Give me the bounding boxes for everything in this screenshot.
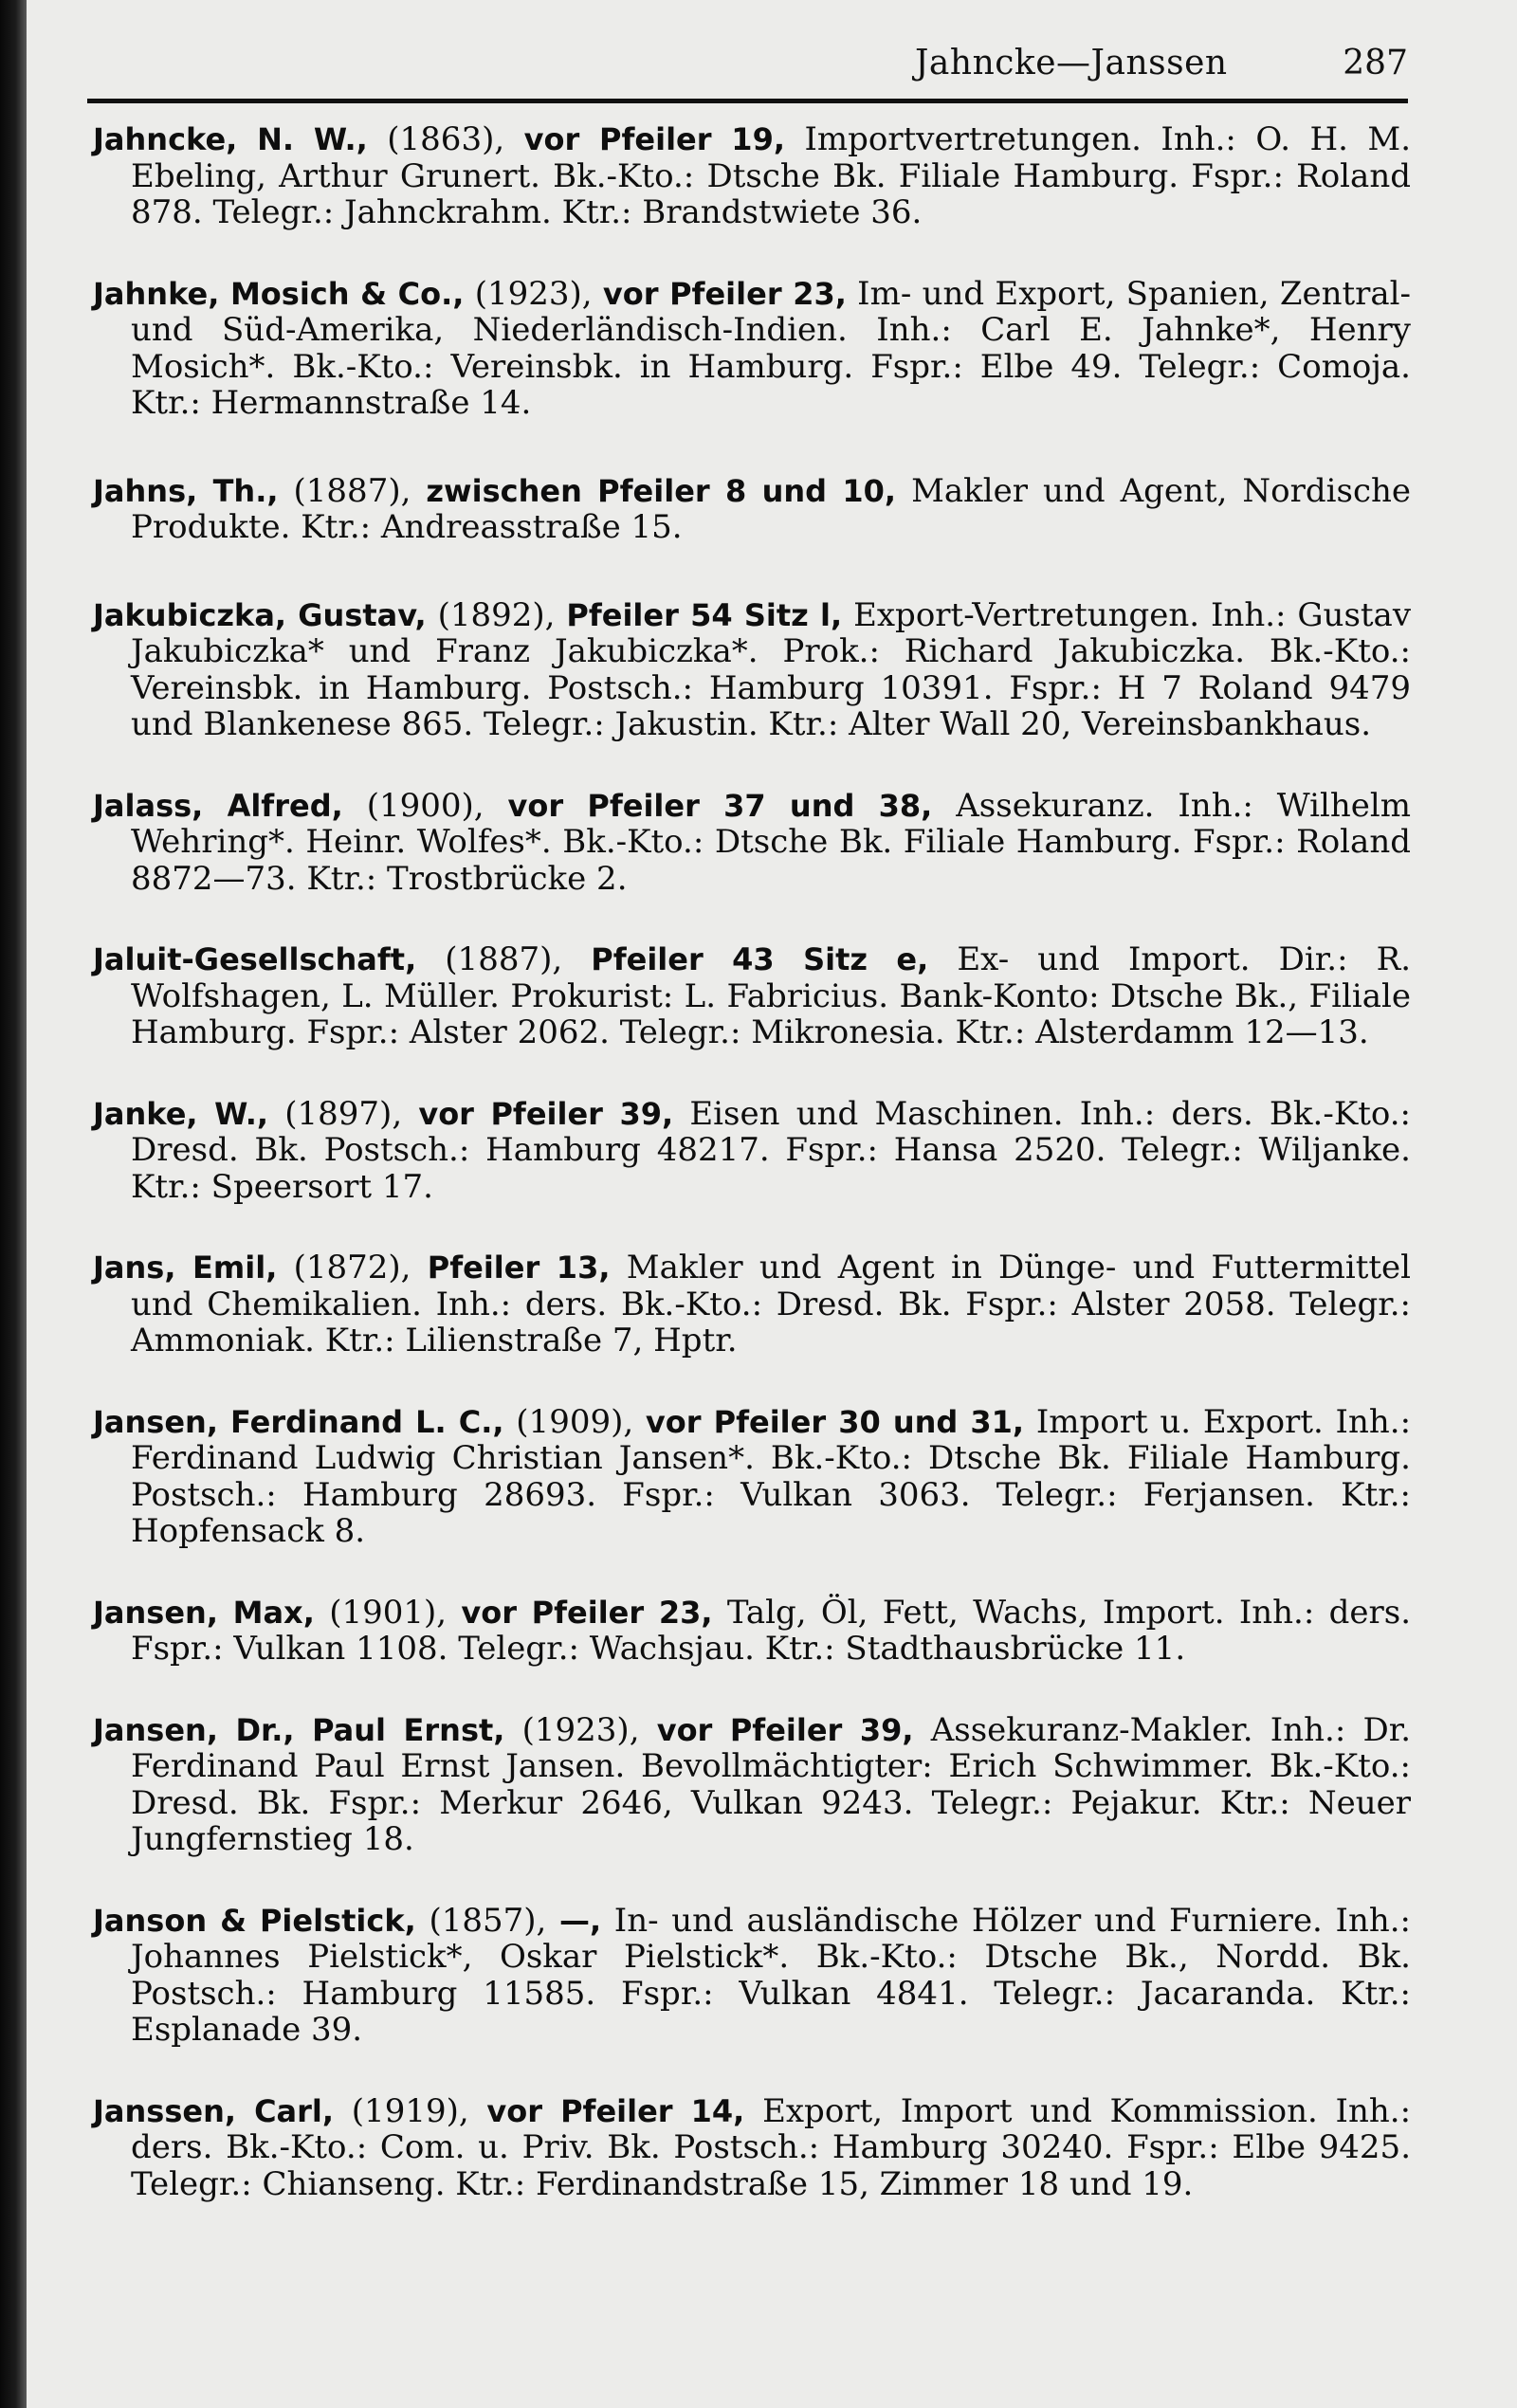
entry-year: (1872), [293, 1249, 411, 1286]
entry-details: In- und ausländische Hölzer und Furniere. Inh.: Johannes Pielstick*, Oskar Pielstick*. Bk.-Kto.: Dtsche Bk., Nordd. Bk. Postsch.: Hamburg 11585. Fspr.: Vulkan 4841. Telegr.: Jacaranda. Ktr.: Esplanade 39. [131, 1901, 1412, 2049]
entry-location: vor Pfeiler 30 und 31, [645, 1403, 1025, 1440]
entry-year: (1887), [445, 940, 563, 978]
entry-details: Makler und Agent in Dünge- und Futtermittel und Chemikalien. Inh.: ders. Bk.-Kto.: Dresd. Bk. Fspr.: Alster 2058. Telegr.: Ammoniak. Ktr.: Lilienstraße 7, Hptr. [131, 1249, 1412, 1359]
entry-year: (1897), [284, 1094, 403, 1133]
directory-entry [93, 1404, 1411, 1550]
entry-year: (1887), [293, 471, 411, 510]
entry-year: (1919), [351, 2091, 469, 2130]
directory-entry [93, 121, 1411, 231]
entry-name: Jahncke, N. W., [93, 121, 368, 157]
entry-details: Im- und Export, Spanien, Zentral- und Süd-Amerika, Niederländisch-Indien. Inh.: Carl E. Jahnke*, Henry Mosich*. Bk.-Kto.: Vereinsbk. in Hamburg. Fspr.: Elbe 49. Telegr.: Comoja. Ktr.: Hermannstraße 14. [131, 274, 1412, 422]
directory-entry [93, 941, 1411, 1051]
entry-location: —, [558, 1902, 602, 1939]
entry-location: vor Pfeiler 39, [418, 1095, 674, 1132]
entry-location: Pfeiler 54 Sitz l, [566, 596, 843, 633]
entry-details: Assekuranz. Inh.: Wilhelm Wehring*. Heinr. Wolfes*. Bk.-Kto.: Dtsche Bk. Filiale Hamburg. Fspr.: Roland 8872—73. Ktr.: Trostbrücke 2. [131, 786, 1412, 898]
directory-entry [93, 473, 1411, 546]
entry-details: Talg, Öl, Fett, Wachs, Import. Inh.: ders. Fspr.: Vulkan 1108. Telegr.: Wachsjau. Ktr.: Stadthausbrücke 11. [131, 1593, 1412, 1668]
entry-location: vor Pfeiler 19, [523, 121, 785, 157]
entry-details: Export-Vertretungen. Inh.: Gustav Jakubiczka* und Franz Jakubiczka*. Prok.: Richard Jakubiczka. Bk.-Kto.: Vereinsbk. in Hamburg. Postsch.: Hamburg 10391. Fspr.: H 7 Roland 9479 und Blankenese 865. Telegr.: Jakustin. Ktr.: Alter Wall 20, Vereinsbankhaus. [131, 595, 1412, 743]
entry-year: (1892), [437, 595, 556, 634]
entry-name: Janssen, Carl, [93, 2092, 335, 2129]
entry-year: (1923), [474, 274, 593, 313]
directory-entry [93, 1712, 1411, 1858]
entry-year: (1863), [387, 120, 505, 158]
page-header [85, 44, 1408, 97]
entry-year: (1909), [516, 1402, 634, 1441]
entry-details: Ex- und Import. Dir.: R. Wolfshagen, L. Müller. Prokurist: L. Fabricius. Bank-Konto: Dtsche Bk., Filiale Hamburg. Fspr.: Alster 2062. Telegr.: Mikronesia. Ktr.: Alsterdamm 12—13. [131, 940, 1412, 1051]
entry-details: Makler und Agent, Nordische Produkte. Ktr.: Andreasstraße 15. [131, 471, 1412, 546]
entry-location: vor Pfeiler 23, [602, 275, 847, 312]
entry-name: Janson & Pielstick, [93, 1902, 416, 1939]
entry-location: Pfeiler 13, [427, 1250, 611, 1286]
entry-location: vor Pfeiler 23, [461, 1594, 713, 1631]
entry-location: vor Pfeiler 14, [486, 2092, 745, 2129]
entry-name: Jans, Emil, [93, 1250, 278, 1286]
entry-name: Jansen, Max, [93, 1594, 315, 1631]
entry-year: (1900), [366, 786, 484, 825]
entry-year: (1923), [521, 1710, 640, 1749]
directory-entry [93, 788, 1411, 898]
page-number: 287 [1343, 44, 1408, 82]
entry-name: Jansen, Ferdinand L. C., [93, 1403, 504, 1440]
entry-details: Import u. Export. Inh.: Ferdinand Ludwig Christian Jansen*. Bk.-Kto.: Dtsche Bk. Filiale Hamburg. Postsch.: Hamburg 28693. Fspr.: Vulkan 3063. Telegr.: Ferjansen. Ktr.: Hopfensack 8. [131, 1402, 1412, 1550]
entry-name: Janke, W., [93, 1095, 269, 1132]
entry-details: Export, Import und Kommission. Inh.: ders. Bk.-Kto.: Com. u. Priv. Bk. Postsch.: Hamburg 30240. Fspr.: Elbe 9425. Telegr.: Chianseng. Ktr.: Ferdinandstraße 15, Zimmer 18 und 19. [131, 2091, 1412, 2203]
entry-location: vor Pfeiler 39, [656, 1711, 914, 1748]
directory-entries [93, 121, 1411, 2247]
directory-entry [93, 1096, 1411, 1206]
directory-entry [93, 597, 1411, 743]
directory-entry [93, 276, 1411, 422]
directory-entry [93, 1903, 1411, 2049]
entry-year: (1857), [429, 1901, 547, 1940]
entry-details: Assekuranz-Makler. Inh.: Dr. Ferdinand Paul Ernst Jansen. Bevollmächtigter: Erich Schwimmer. Bk.-Kto.: Dresd. Bk. Fspr.: Merkur 2646, Vulkan 9243. Telegr.: Pejakur. Ktr.: Neuer Jungfernstieg 18. [131, 1710, 1412, 1858]
entry-details: Importvertretungen. Inh.: O. H. M. Ebeling, Arthur Grunert. Bk.-Kto.: Dtsche Bk. Filiale Hamburg. Fspr.: Roland 878. Telegr.: Jahnckrahm. Ktr.: Brandstwiete 36. [131, 120, 1412, 231]
entry-year: (1901), [329, 1593, 448, 1632]
directory-entry [93, 1595, 1411, 1668]
book-binding-edge [0, 0, 27, 2408]
running-head: Jahncke—Janssen [915, 44, 1228, 82]
entry-details: Eisen und Maschinen. Inh.: ders. Bk.-Kto.: Dresd. Bk. Postsch.: Hamburg 48217. Fspr.: Hansa 2520. Telegr.: Wiljanke. Ktr.: Speersort 17. [131, 1094, 1412, 1206]
entry-name: Jahnke, Mosich & Co., [93, 275, 465, 312]
entry-location: vor Pfeiler 37 und 38, [507, 787, 933, 824]
entry-name: Jaluit-Gesellschaft, [93, 941, 417, 977]
directory-entry [93, 2093, 1411, 2203]
header-rule [87, 99, 1408, 103]
entry-location: Pfeiler 43 Sitz e, [591, 941, 929, 977]
directory-entry [93, 1250, 1411, 1359]
entry-location: zwischen Pfeiler 8 und 10, [426, 472, 897, 509]
entry-name: Jahns, Th., [93, 472, 279, 509]
entry-name: Jalass, Alfred, [93, 787, 343, 824]
entry-name: Jansen, Dr., Paul Ernst, [93, 1711, 505, 1748]
entry-name: Jakubiczka, Gustav, [93, 596, 427, 633]
